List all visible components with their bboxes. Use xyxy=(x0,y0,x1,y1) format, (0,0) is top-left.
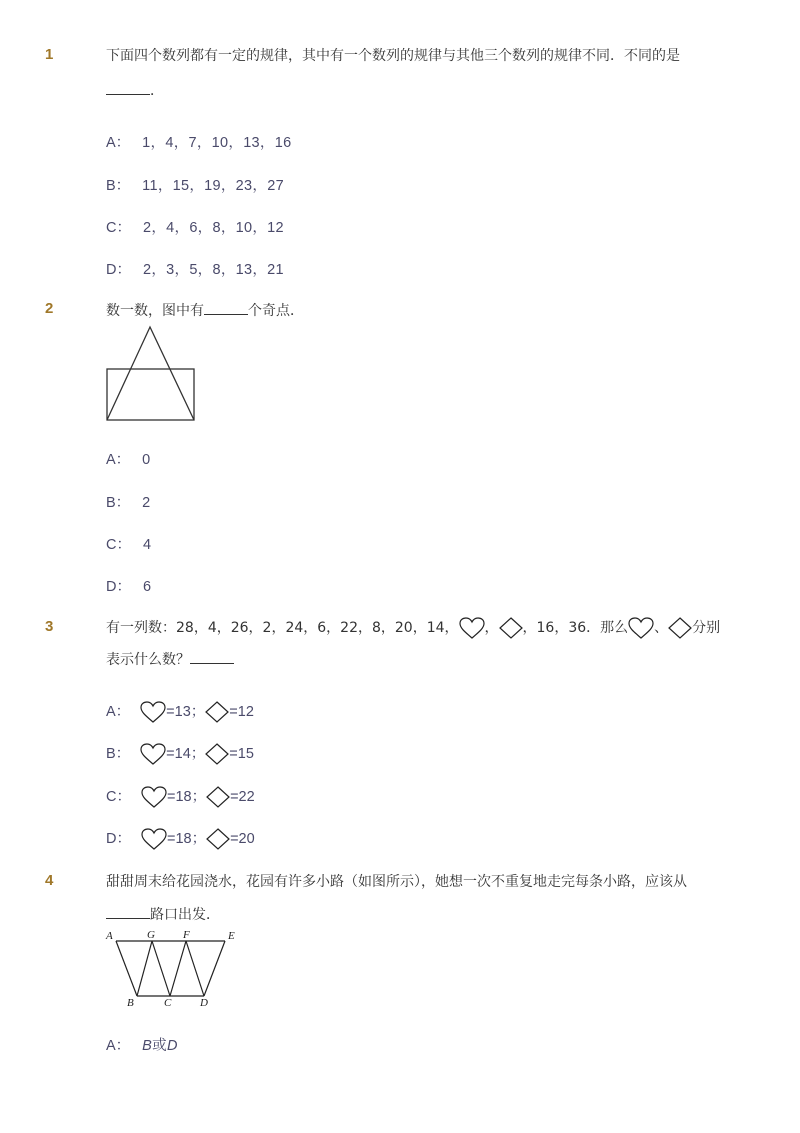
diamond-icon xyxy=(206,828,230,850)
question-2-stem xyxy=(106,300,726,321)
option-2a[interactable] xyxy=(106,448,151,469)
heart-icon xyxy=(140,743,166,765)
question-1-text: 下面四个数列都有一定的规律，其中有一个数列的规律与其他三个数列的规律不同．不同的是 xyxy=(106,48,680,64)
answer-blank xyxy=(106,80,150,95)
option-label: C： xyxy=(106,220,131,236)
question-3-text-b: ，16，36．那么 xyxy=(522,620,629,636)
heart-value: =13； xyxy=(166,704,206,720)
option-label: B： xyxy=(106,495,131,511)
question-3-text-c: 分别 xyxy=(692,620,721,636)
heart-icon xyxy=(140,701,166,723)
question-number-3: 3 xyxy=(45,618,54,635)
question-number-2: 2 xyxy=(45,300,54,317)
option-1d[interactable] xyxy=(106,258,284,279)
question-4-stem xyxy=(106,872,746,925)
option-label: D： xyxy=(106,831,131,847)
option-label: A： xyxy=(106,1038,131,1054)
diamond-icon xyxy=(668,617,692,639)
question-3-stem xyxy=(106,616,726,672)
question-1-end: ． xyxy=(150,83,164,99)
heart-icon xyxy=(141,828,167,850)
option-value: 1，4，7，10，13，16 xyxy=(142,135,292,151)
vertex-label-g: G xyxy=(147,929,155,941)
heart-value: =18； xyxy=(166,831,207,847)
diamond-value: =22 xyxy=(230,789,255,805)
option-3d[interactable] xyxy=(106,827,255,850)
option-3b[interactable] xyxy=(106,742,254,765)
option-2d[interactable] xyxy=(106,575,151,596)
option-label: A： xyxy=(106,452,131,468)
option-value-d: D xyxy=(166,1038,178,1054)
heart-value: =14； xyxy=(166,746,206,762)
diamond-icon xyxy=(205,743,229,765)
answer-blank xyxy=(190,649,234,664)
option-label: C： xyxy=(106,537,131,553)
question-3-text-d: 表示什么数？ xyxy=(106,652,190,668)
diamond-value: =15 xyxy=(229,746,254,762)
option-3c[interactable] xyxy=(106,785,255,808)
option-value: 2，4，6，8，10，12 xyxy=(142,220,284,236)
vertex-label-b: B xyxy=(127,997,134,1009)
question-4-text: 甜甜周末给花园浇水，花园有许多小路（如图所示），她想一次不重复地走完每条小路，应该从 xyxy=(106,874,687,890)
option-2b[interactable] xyxy=(106,491,151,512)
question-4-end: 路口出发． xyxy=(150,907,220,923)
option-value: 0 xyxy=(142,452,151,468)
question-2-end: 个奇点． xyxy=(248,303,304,319)
vertex-label-d: D xyxy=(200,997,208,1009)
heart-icon xyxy=(459,617,485,639)
triangle-rectangle-figure xyxy=(104,324,200,424)
option-value: 2，3，5，8，13，21 xyxy=(142,262,284,278)
question-3-sep: 、 xyxy=(654,620,669,636)
option-1a[interactable] xyxy=(106,131,291,152)
option-1b[interactable] xyxy=(106,174,284,195)
option-label: B： xyxy=(106,178,131,194)
option-value: 11，15，19，23，27 xyxy=(142,178,284,194)
vertex-label-c: C xyxy=(164,997,172,1009)
diamond-value: =20 xyxy=(230,831,255,847)
option-value-b: B xyxy=(142,1038,153,1054)
question-number-1: 1 xyxy=(45,46,54,63)
option-label: D： xyxy=(106,579,131,595)
option-label: B： xyxy=(106,746,131,762)
option-label: D： xyxy=(106,262,131,278)
heart-icon xyxy=(141,786,167,808)
vertex-label-f: F xyxy=(183,929,190,941)
option-value xyxy=(142,1038,178,1054)
question-number-4: 4 xyxy=(45,872,54,889)
diamond-icon xyxy=(205,701,229,723)
option-value: 2 xyxy=(142,495,151,511)
diamond-icon xyxy=(206,786,230,808)
answer-blank xyxy=(106,904,150,919)
option-value: 6 xyxy=(142,579,152,595)
answer-blank xyxy=(204,300,248,315)
option-label: A： xyxy=(106,135,131,151)
option-3a[interactable] xyxy=(106,700,254,723)
question-3-text: 有一列数：28，4，26，2，24，6，22，8，20，14， xyxy=(106,620,459,636)
garden-path-figure xyxy=(100,926,250,1012)
option-label: A： xyxy=(106,704,131,720)
option-2c[interactable] xyxy=(106,533,151,554)
vertex-label-a: A xyxy=(106,930,113,942)
option-value: 4 xyxy=(142,537,152,553)
option-1c[interactable] xyxy=(106,216,284,237)
heart-value: =18； xyxy=(166,789,207,805)
question-3-comma: ， xyxy=(484,620,499,636)
option-4a[interactable] xyxy=(106,1034,178,1055)
option-value-or: 或 xyxy=(152,1038,167,1054)
option-label: C： xyxy=(106,789,131,805)
heart-icon xyxy=(628,617,654,639)
question-2-text: 数一数，图中有 xyxy=(106,303,204,319)
question-1-stem xyxy=(106,46,726,101)
diamond-icon xyxy=(499,617,523,639)
vertex-label-e: E xyxy=(228,930,235,942)
diamond-value: =12 xyxy=(229,704,254,720)
